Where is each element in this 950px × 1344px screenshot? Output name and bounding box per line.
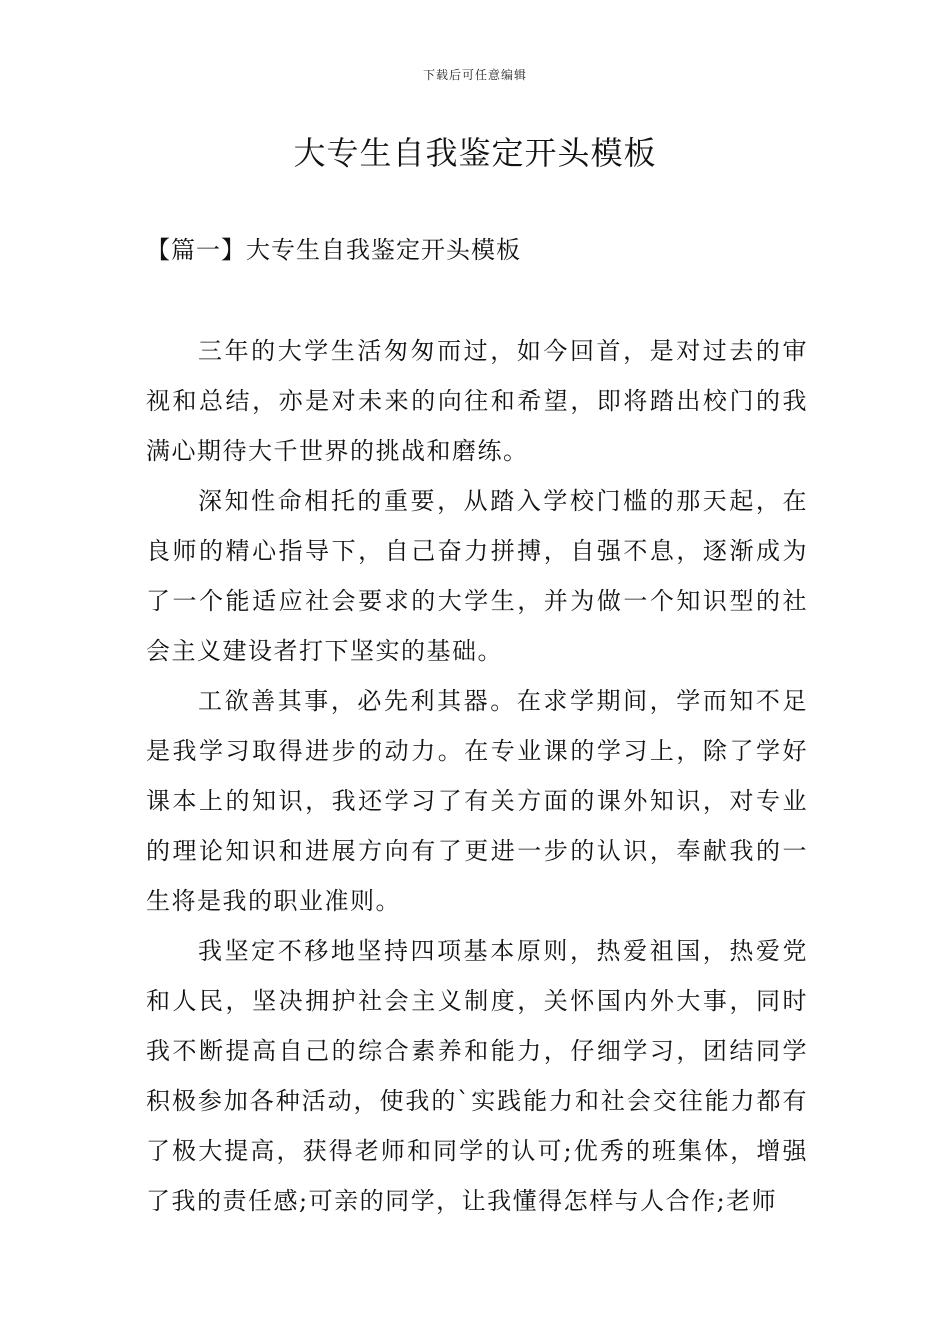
paragraph-2: 深知性命相托的重要，从踏入学校门槛的那天起，在良师的精心指导下，自己奋力拼搏，自强不息，逐渐成为了一个能适应社会要求的大学生，并为做一个知识型的社会主义建设者打下坚实的基础。 xyxy=(146,487,808,665)
header-note: 下载后可任意编辑 xyxy=(422,68,527,82)
document-title: 大专生自我鉴定开头模板 xyxy=(293,134,657,172)
paragraph-3: 工欲善其事，必先利其器。在求学期间，学而知不足是我学习取得进步的动力。在专业课的学习上，除了学好课本上的知识，我还学习了有关方面的课外知识，对专业的理论知识和进展方向有了更进一步的认识，奉献我的一生将是我的职业准则。 xyxy=(146,687,808,915)
section-heading: 【篇一】大专生自我鉴定开头模板 xyxy=(146,236,521,264)
paragraph-4: 我坚定不移地坚持四项基本原则，热爱祖国，热爱党和人民，坚决拥护社会主义制度，关怀国内外大事，同时我不断提高自己的综合素养和能力，仔细学习，团结同学积极参加各种活动，使我的`实践能力和社会交往能力都有了极大提高，获得老师和同学的认可;优秀的班集体，增强了我的责任感;可亲的同学，让我懂得怎样与人合作;老师 xyxy=(146,937,808,1215)
paragraph-1: 三年的大学生活匆匆而过，如今回首，是对过去的审视和总结，亦是对未来的向往和希望，即将踏出校门的我满心期待大千世界的挑战和磨练。 xyxy=(146,337,808,465)
body-text xyxy=(146,326,808,1226)
